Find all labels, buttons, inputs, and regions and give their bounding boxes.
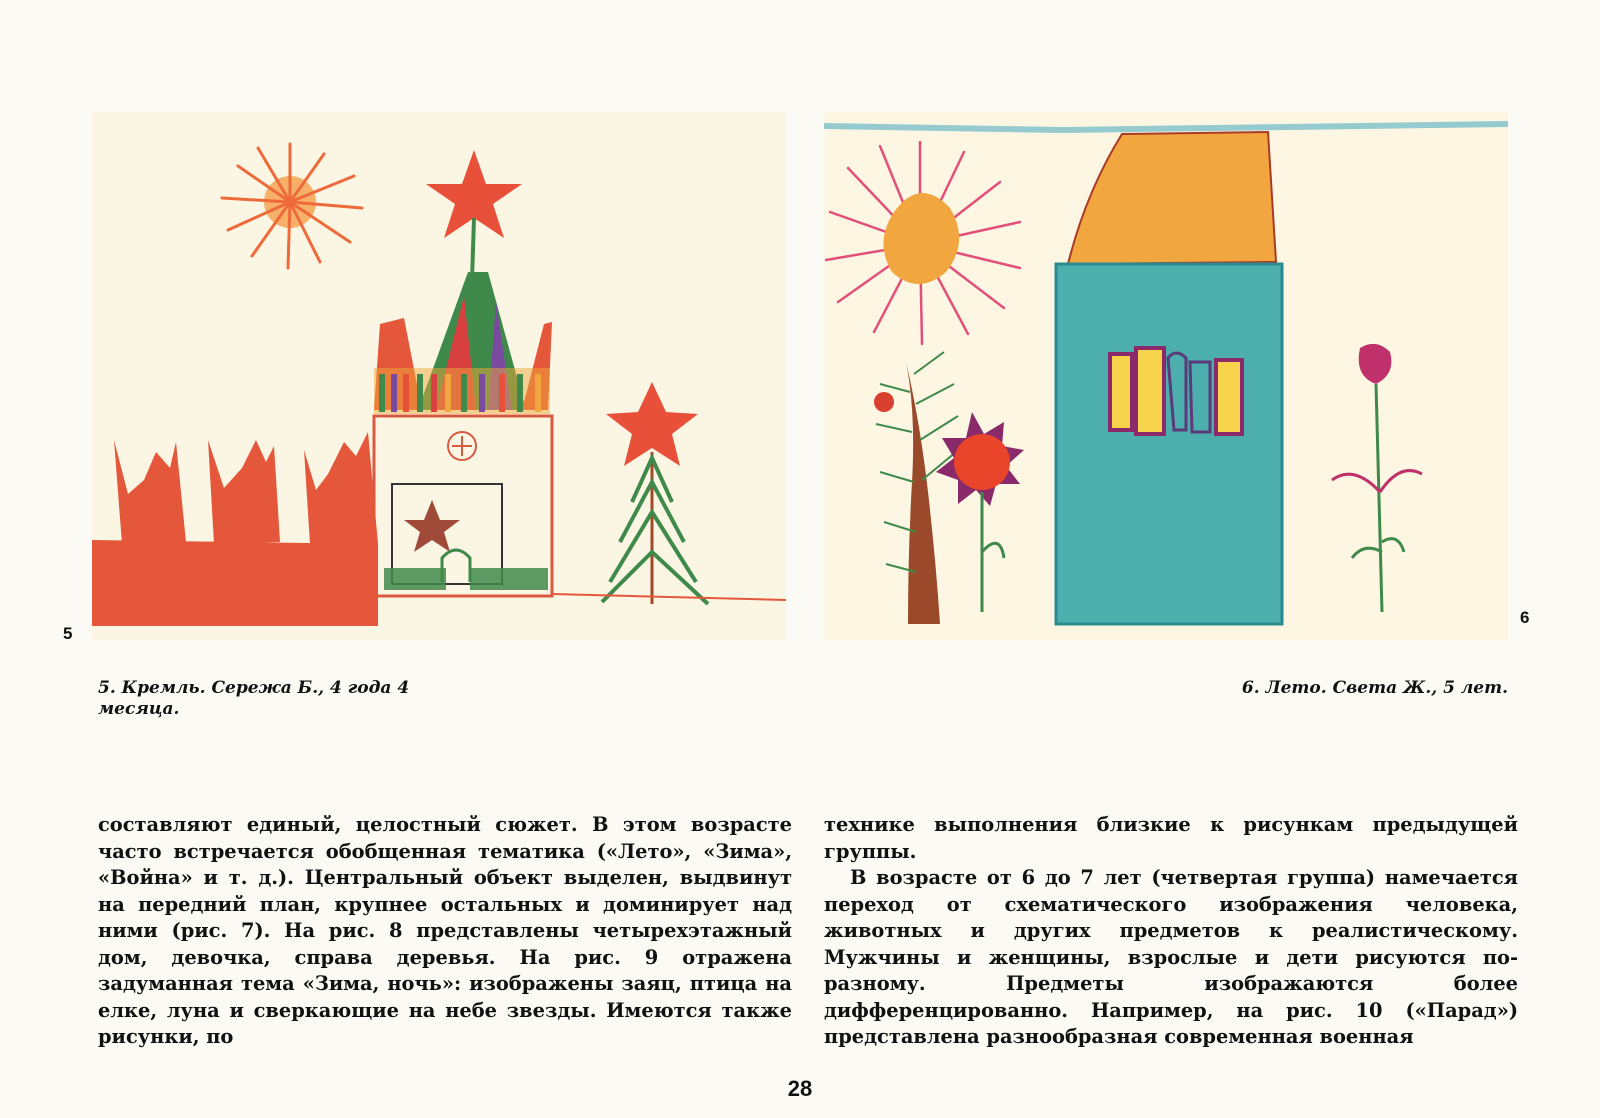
text-column-left: [98, 812, 792, 1051]
kremlin-wall: [92, 432, 378, 626]
figure-6-number: 6: [1520, 608, 1530, 627]
sun-right: [826, 142, 1020, 344]
tree-left: [874, 352, 958, 624]
red-flower: [936, 412, 1024, 612]
kremlin-drawing: [92, 112, 786, 640]
sun-left: [222, 144, 362, 268]
paragraph: составляют единый, целостный сюжет. В этом возрасте часто встречается обобщенная тематика («Лето», «Зима», «Война» и т. д.). Центральный объект выделен, выдвинут на передний план, крупнее остальных и доминирует над ними (рис. 7). На рис. 8 представлены четырехэтажный дом, девочка, справа деревья. На рис. 9 отражена задуманная тема «Зима, ночь»: изображены заяц, птица на елке, луна и сверкающие на небе звезды. Имеются также рисунки, по: [98, 813, 792, 1048]
house: [1056, 132, 1282, 624]
paragraph: технике выполнения близкие к рисункам предыдущей группы.: [824, 813, 1518, 863]
sky-line: [824, 124, 1508, 130]
text-column-right: [824, 812, 1518, 1051]
kremlin-tower: [374, 272, 552, 596]
figure-5-kremlin-drawing: [92, 112, 786, 640]
figure-5-caption: 5. Кремль. Сережа Б., 4 года 4 месяца.: [98, 678, 410, 719]
figure-6-caption: 6. Лето. Света Ж., 5 лет.: [1241, 678, 1508, 698]
figure-5-number: 5: [63, 624, 73, 643]
pink-flower: [1332, 344, 1422, 612]
paragraph: В возрасте от 6 до 7 лет (четвертая группа) намечается переход от схематического изображения человека, животных и других предметов к реалистическому. Мужчины и женщины, взрослые и дети рисуются по-разному. Предметы изображаются более дифференцированно. Например, на рис. 10 («Парад») представлена разнообразная современная военная: [824, 866, 1518, 1048]
summer-drawing: [824, 112, 1508, 640]
fir-tree: [552, 382, 786, 604]
figure-6-summer-drawing: [824, 112, 1508, 640]
page-number: 28: [787, 1076, 813, 1101]
